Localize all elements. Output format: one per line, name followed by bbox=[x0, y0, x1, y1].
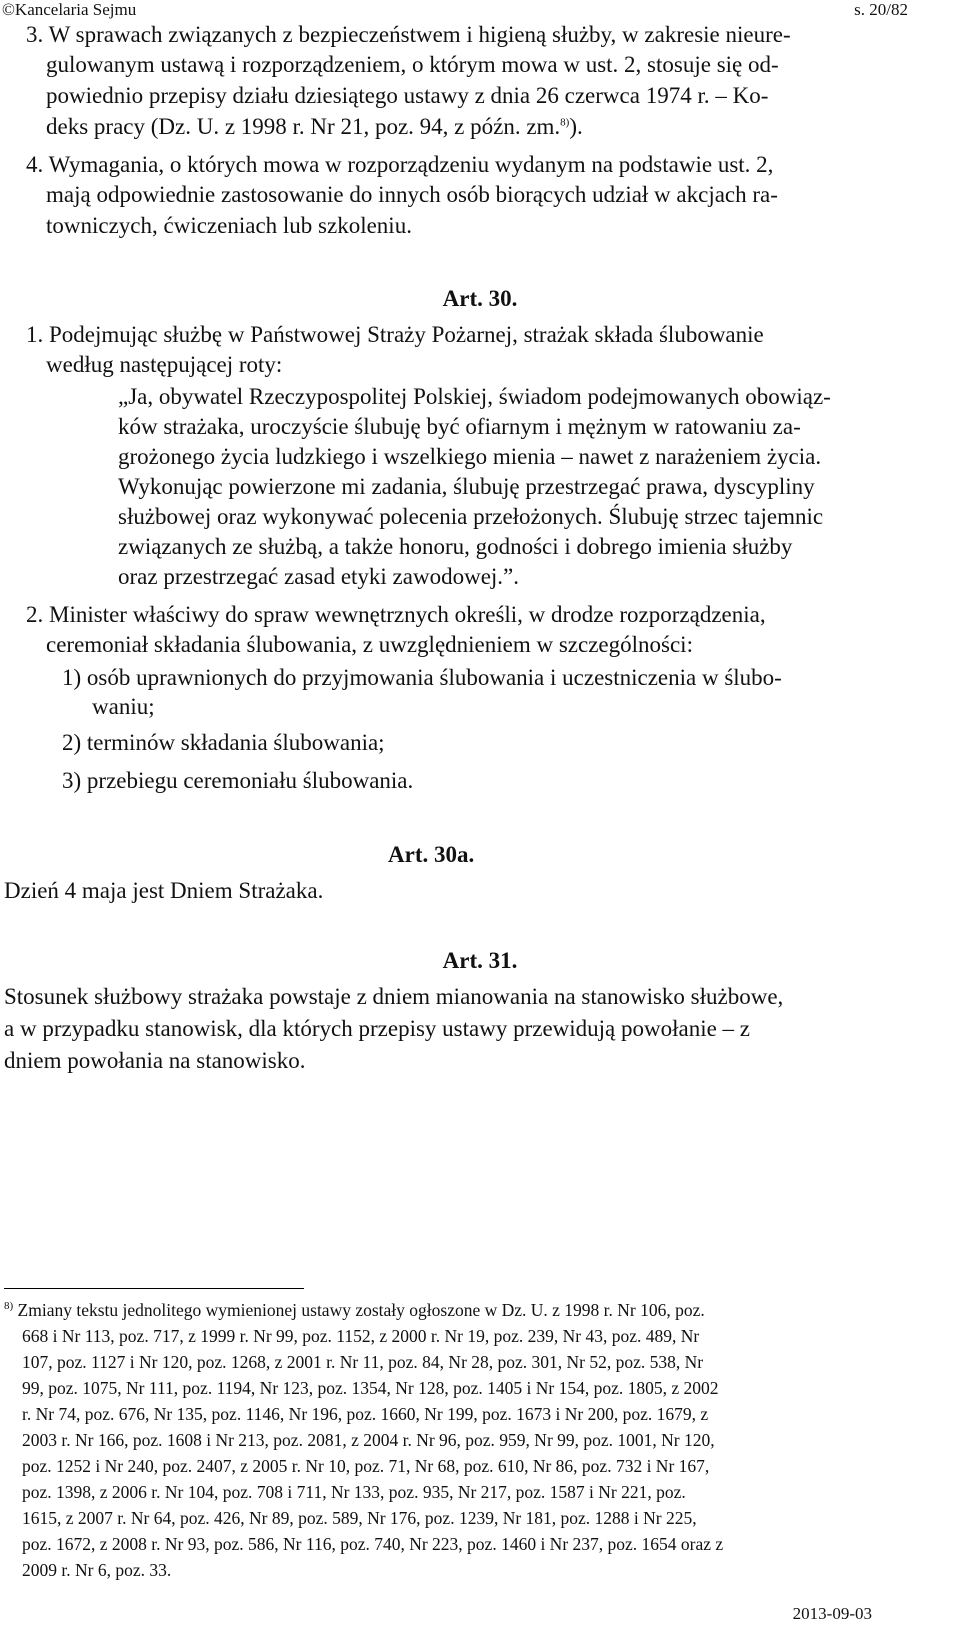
oath-line: służbowej oraz wykonywać polecenia przełożonych. Ślubuję strzec tajemnic bbox=[118, 504, 824, 529]
text-line: powiednio przepisy działu dziesiątego ustawy z dnia 26 czerwca 1974 r. – Ko- bbox=[46, 83, 769, 108]
footnote-line bbox=[4, 1300, 705, 1321]
footnote-text: Zmiany tekstu jednolitego wymienionej ustawy zostały ogłoszone w Dz. U. z 1998 r. Nr 106, poz. bbox=[17, 1300, 705, 1320]
text-line: 2. Minister właściwy do spraw wewnętrznych określi, w drodze rozporządzenia, bbox=[26, 602, 766, 627]
oath-line: ków strażaka, uroczyście ślubuję być ofiarnym i mężnym w ratowaniu za- bbox=[118, 414, 801, 439]
text-line: Stosunek służbowy strażaka powstaje z dniem mianowania na stanowisko służbowe, bbox=[4, 984, 784, 1009]
header-source: ©Kancelaria Sejmu bbox=[2, 0, 137, 19]
oath-line: grożonego życia ludzkiego i wszelkiego mienia – nawet z narażeniem życia. bbox=[118, 444, 822, 469]
footnote-line: r. Nr 74, poz. 676, Nr 135, poz. 1146, Nr 196, poz. 1660, Nr 199, poz. 1673 i Nr 200, poz. 1679, z bbox=[22, 1404, 709, 1424]
text-line: 3. W sprawach związanych z bezpieczeństwem i higieną służby, w zakresie nieure- bbox=[26, 22, 791, 47]
text-line: towniczych, ćwiczeniach lub szkoleniu. bbox=[46, 213, 412, 238]
text-line: według następującej roty: bbox=[46, 352, 283, 377]
text-line: dniem powołania na stanowisko. bbox=[4, 1048, 306, 1073]
article-heading: Art. 30. bbox=[442, 286, 518, 311]
footnote-marker: 8) bbox=[4, 1300, 14, 1313]
footnote-line: 2009 r. Nr 6, poz. 33. bbox=[22, 1560, 172, 1580]
text-line: 4. Wymagania, o których mowa w rozporządzeniu wydanym na podstawie ust. 2, bbox=[26, 152, 774, 177]
footnote-line: 1615, z 2007 r. Nr 64, poz. 426, Nr 89, poz. 589, Nr 176, poz. 1239, Nr 181, poz. 1288 i Nr 225, bbox=[22, 1508, 697, 1528]
text-fragment: deks pracy (Dz. U. z 1998 r. Nr 21, poz. 94, z późn. zm. bbox=[46, 114, 561, 139]
footnote-line: 107, poz. 1127 i Nr 120, poz. 1268, z 2001 r. Nr 11, poz. 84, Nr 28, poz. 301, Nr 52, poz. 538, Nr bbox=[22, 1352, 704, 1372]
article-heading: Art. 31. bbox=[442, 948, 518, 973]
article-heading: Art. 30a. bbox=[388, 842, 475, 867]
footnote-line: poz. 1398, z 2006 r. Nr 104, poz. 708 i 711, Nr 133, poz. 935, Nr 217, poz. 1587 i Nr 221, poz. bbox=[22, 1482, 686, 1502]
footnote-ref[interactable]: 8) bbox=[560, 116, 570, 129]
footnote-line: poz. 1252 i Nr 240, poz. 2407, z 2005 r. Nr 10, poz. 71, Nr 68, poz. 610, Nr 86, poz. 732 i Nr 167, bbox=[22, 1456, 710, 1476]
footnote-line: 2003 r. Nr 166, poz. 1608 i Nr 213, poz. 2081, z 2004 r. Nr 96, poz. 959, Nr 99, poz. 1001, Nr 120, bbox=[22, 1430, 715, 1450]
footnote-line: 668 i Nr 113, poz. 717, z 1999 r. Nr 99, poz. 1152, z 2000 r. Nr 19, poz. 239, Nr 43, poz. 489, Nr bbox=[22, 1326, 700, 1346]
oath-line: „Ja, obywatel Rzeczypospolitej Polskiej, świadom podejmowanych obowiąz- bbox=[118, 384, 831, 409]
oath-line: związanych ze służbą, a także honoru, godności i dobrego imienia służby bbox=[118, 534, 793, 559]
list-item-continuation: waniu; bbox=[92, 694, 155, 719]
footer-date: 2013-09-03 bbox=[792, 1604, 872, 1623]
page-number: s. 20/82 bbox=[854, 0, 908, 19]
footnote-line: 99, poz. 1075, Nr 111, poz. 1194, Nr 123, poz. 1354, Nr 128, poz. 1405 i Nr 154, poz. 1805, z 2002 bbox=[22, 1378, 719, 1398]
text-line: Dzień 4 maja jest Dniem Strażaka. bbox=[4, 878, 324, 903]
text-line: a w przypadku stanowisk, dla których przepisy ustawy przewidują powołanie – z bbox=[4, 1016, 751, 1041]
oath-line: Wykonując powierzone mi zadania, ślubuję przestrzegać prawa, dyscypliny bbox=[118, 474, 815, 499]
text-line: 1. Podejmując służbę w Państwowej Straży Pożarnej, strażak składa ślubowanie bbox=[26, 322, 764, 347]
list-item: 3) przebiegu ceremoniału ślubowania. bbox=[62, 768, 414, 793]
text-line: mają odpowiednie zastosowanie do innych osób biorących udział w akcjach ra- bbox=[46, 182, 778, 207]
oath-line: oraz przestrzegać zasad etyki zawodowej.”. bbox=[118, 564, 519, 589]
footnote-line: poz. 1672, z 2008 r. Nr 93, poz. 586, Nr 116, poz. 740, Nr 223, poz. 1460 i Nr 237, poz. 1654 oraz z bbox=[22, 1534, 724, 1554]
text-line: ceremoniał składania ślubowania, z uwzględnieniem w szczególności: bbox=[46, 632, 693, 657]
text-line bbox=[46, 114, 583, 140]
list-item: 2) terminów składania ślubowania; bbox=[62, 730, 385, 755]
list-item: 1) osób uprawnionych do przyjmowania ślubowania i uczestniczenia w ślubo- bbox=[62, 665, 782, 690]
footnote-separator bbox=[4, 1288, 304, 1289]
text-line: gulowanym ustawą i rozporządzeniem, o którym mowa w ust. 2, stosuje się od- bbox=[46, 52, 779, 77]
text-fragment: ). bbox=[569, 114, 583, 139]
